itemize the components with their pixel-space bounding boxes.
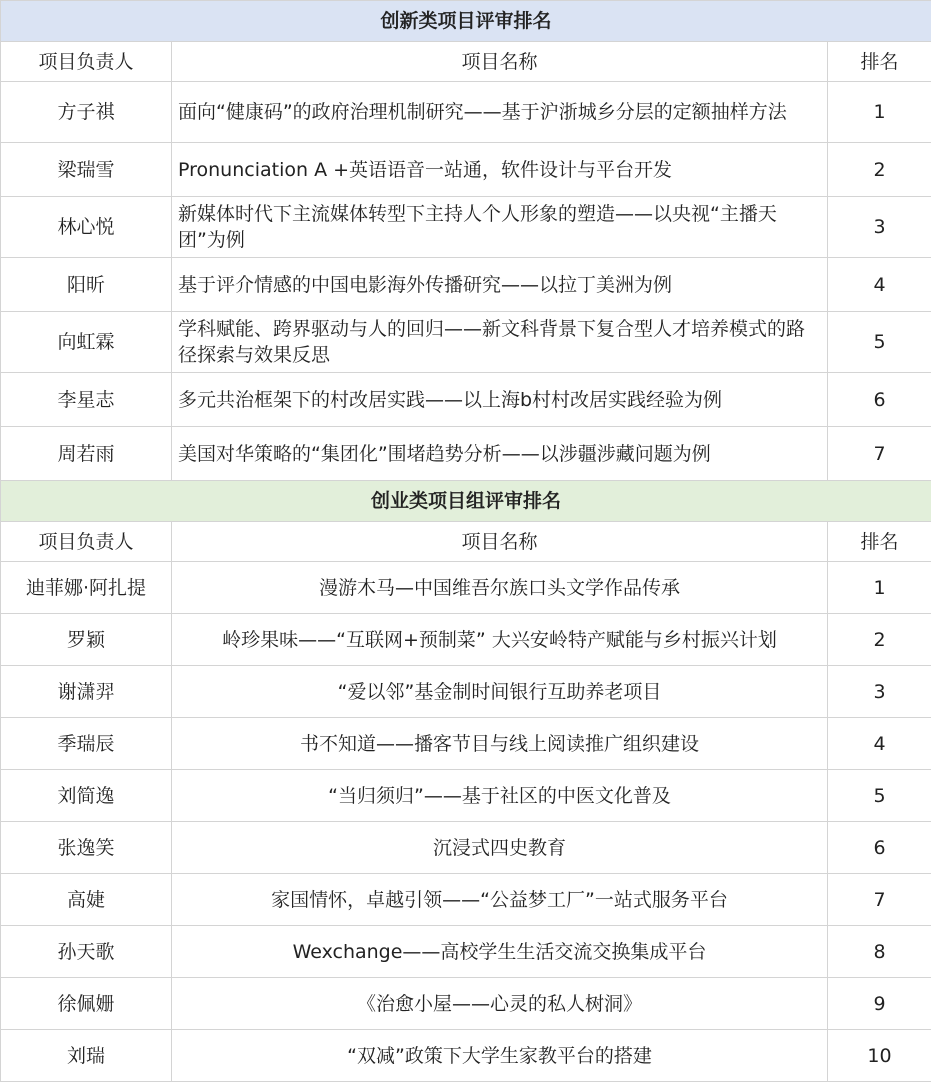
rank-cell: 7: [828, 874, 931, 926]
rank-cell: 1: [828, 562, 931, 614]
header-leader: 项目负责人: [1, 522, 172, 562]
table-row: [1, 614, 931, 666]
table-row: [1, 718, 931, 770]
leader-cell: 张逸笑: [1, 822, 172, 874]
leader-cell: 高婕: [1, 874, 172, 926]
project-name-cell: 美国对华策略的“集团化”围堵趋势分析——以涉疆涉藏问题为例: [172, 427, 828, 481]
table-row: [1, 822, 931, 874]
header-project-name: 项目名称: [172, 522, 828, 562]
leader-cell: 刘瑞: [1, 1030, 172, 1082]
project-name-cell: 多元共治框架下的村改居实践——以上海b村村改居实践经验为例: [172, 373, 828, 427]
leader-cell: 林心悦: [1, 197, 172, 258]
table-row: [1, 258, 931, 312]
header-rank: 排名: [828, 42, 931, 82]
project-name-cell: “当归须归”——基于社区的中医文化普及: [172, 770, 828, 822]
leader-cell: 徐佩姗: [1, 978, 172, 1030]
rank-cell: 2: [828, 143, 931, 197]
rank-cell: 4: [828, 258, 931, 312]
rank-cell: 7: [828, 427, 931, 481]
project-name-cell: 《治愈小屋——心灵的私人树洞》: [172, 978, 828, 1030]
leader-cell: 孙天歌: [1, 926, 172, 978]
project-name-cell: 沉浸式四史教育: [172, 822, 828, 874]
project-name-cell: 学科赋能、跨界驱动与人的回归——新文科背景下复合型人才培养模式的路径探索与效果反思: [172, 312, 828, 373]
leader-cell: 季瑞辰: [1, 718, 172, 770]
table-row: [1, 197, 931, 258]
leader-cell: 李星志: [1, 373, 172, 427]
leader-cell: 周若雨: [1, 427, 172, 481]
startup-header-row: [1, 522, 931, 562]
rank-cell: 5: [828, 312, 931, 373]
leader-cell: 向虹霖: [1, 312, 172, 373]
leader-cell: 梁瑞雪: [1, 143, 172, 197]
table-row: [1, 82, 931, 143]
startup-title-row: [1, 481, 931, 522]
project-name-cell: 基于评介情感的中国电影海外传播研究——以拉丁美洲为例: [172, 258, 828, 312]
rank-cell: 1: [828, 82, 931, 143]
rank-cell: 10: [828, 1030, 931, 1082]
leader-cell: 刘简逸: [1, 770, 172, 822]
project-name-cell: “双减”政策下大学生家教平台的搭建: [172, 1030, 828, 1082]
header-project-name: 项目名称: [172, 42, 828, 82]
project-name-cell: Wexchange——高校学生生活交流交换集成平台: [172, 926, 828, 978]
table-row: [1, 1030, 931, 1082]
table-row: [1, 312, 931, 373]
rank-cell: 4: [828, 718, 931, 770]
leader-cell: 方子祺: [1, 82, 172, 143]
rank-cell: 6: [828, 822, 931, 874]
table-row: [1, 427, 931, 481]
project-name-cell: 面向“健康码”的政府治理机制研究——基于沪浙城乡分层的定额抽样方法: [172, 82, 828, 143]
rank-cell: 5: [828, 770, 931, 822]
project-name-cell: Pronunciation A +英语语音一站通，软件设计与平台开发: [172, 143, 828, 197]
innovation-title: 创新类项目评审排名: [1, 1, 931, 42]
table-row: [1, 926, 931, 978]
project-name-cell: 岭珍果味——“互联网+预制菜” 大兴安岭特产赋能与乡村振兴计划: [172, 614, 828, 666]
leader-cell: 迪菲娜·阿扎提: [1, 562, 172, 614]
rank-cell: 9: [828, 978, 931, 1030]
project-name-cell: 新媒体时代下主流媒体转型下主持人个人形象的塑造——以央视“主播天团”为例: [172, 197, 828, 258]
rank-cell: 3: [828, 666, 931, 718]
table-row: [1, 666, 931, 718]
project-name-cell: 书不知道——播客节目与线上阅读推广组织建设: [172, 718, 828, 770]
table-row: [1, 373, 931, 427]
project-name-cell: “爱以邻”基金制时间银行互助养老项目: [172, 666, 828, 718]
rank-cell: 3: [828, 197, 931, 258]
table-row: [1, 874, 931, 926]
rank-cell: 6: [828, 373, 931, 427]
project-name-cell: 漫游木马—中国维吾尔族口头文学作品传承: [172, 562, 828, 614]
table-row: [1, 978, 931, 1030]
table-row: [1, 770, 931, 822]
table-row: [1, 143, 931, 197]
rank-cell: 2: [828, 614, 931, 666]
table-row: [1, 562, 931, 614]
rank-cell: 8: [828, 926, 931, 978]
project-name-cell: 家国情怀，卓越引领——“公益梦工厂”一站式服务平台: [172, 874, 828, 926]
header-rank: 排名: [828, 522, 931, 562]
leader-cell: 罗颖: [1, 614, 172, 666]
leader-cell: 谢潇羿: [1, 666, 172, 718]
header-leader: 项目负责人: [1, 42, 172, 82]
innovation-title-row: [1, 1, 931, 42]
startup-title: 创业类项目组评审排名: [1, 481, 931, 522]
innovation-header-row: [1, 42, 931, 82]
leader-cell: 阳昕: [1, 258, 172, 312]
